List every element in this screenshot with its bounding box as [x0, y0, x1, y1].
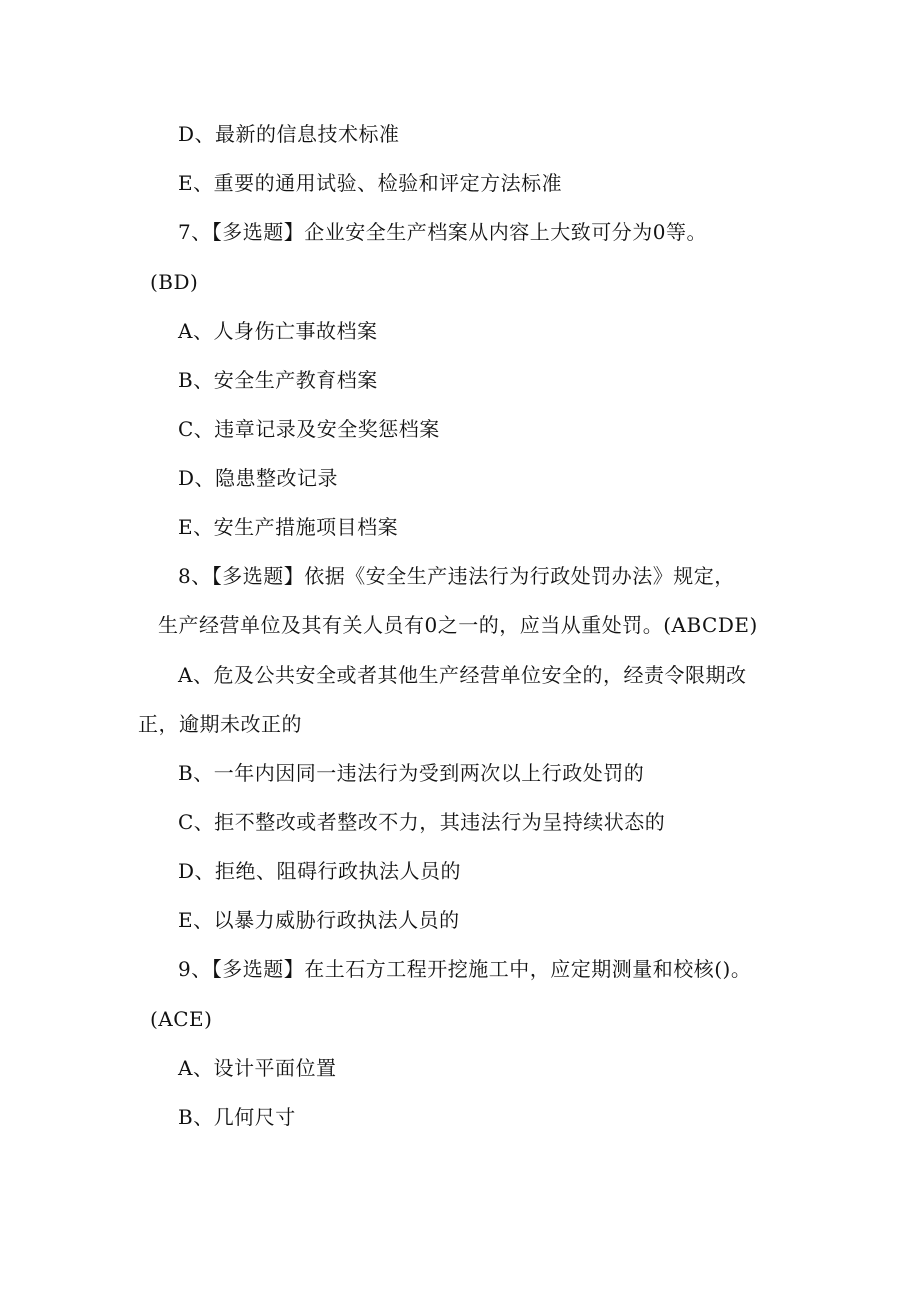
question-7-text: 7、【多选题】企业安全生产档案从内容上大致可分为0等。	[178, 220, 707, 244]
option-a-q9: A、设计平面位置	[178, 1056, 337, 1080]
question-8-text: 8、【多选题】依据《安全生产违法行为行政处罚办法》规定，	[178, 564, 735, 588]
option-e-q7: E、安生产措施项目档案	[178, 515, 399, 539]
option-d-q6: D、最新的信息技术标准	[178, 122, 400, 146]
option-a-q8: A、危及公共安全或者其他生产经营单位安全的，经责令限期改	[178, 663, 747, 687]
option-e-q6: E、重要的通用试验、检验和评定方法标准	[178, 171, 563, 195]
option-a-q8-cont: 正，逾期未改正的	[138, 712, 302, 736]
option-a-q7: A、人身伤亡事故档案	[178, 319, 378, 343]
option-e-q8: E、以暴力威胁行政执法人员的	[178, 908, 460, 932]
option-b-q9: B、几何尺寸	[178, 1105, 296, 1129]
option-b-q8: B、一年内因同一违法行为受到两次以上行政处罚的	[178, 761, 645, 785]
option-b-q7: B、安全生产教育档案	[178, 368, 378, 392]
question-9-answer: (ACE)	[150, 1007, 213, 1031]
question-7-answer: (BD)	[150, 270, 199, 294]
question-8-text-cont: 生产经营单位及其有关人员有0之一的，应当从重处罚。(ABCDE)	[158, 613, 758, 637]
question-9-text: 9、【多选题】在土石方工程开挖施工中，应定期测量和校核()。	[178, 957, 752, 981]
option-c-q8: C、拒不整改或者整改不力，其违法行为呈持续状态的	[178, 810, 666, 834]
option-d-q8: D、拒绝、阻碍行政执法人员的	[178, 859, 462, 883]
option-d-q7: D、隐患整改记录	[178, 466, 339, 490]
option-c-q7: C、违章记录及安全奖惩档案	[178, 417, 440, 441]
